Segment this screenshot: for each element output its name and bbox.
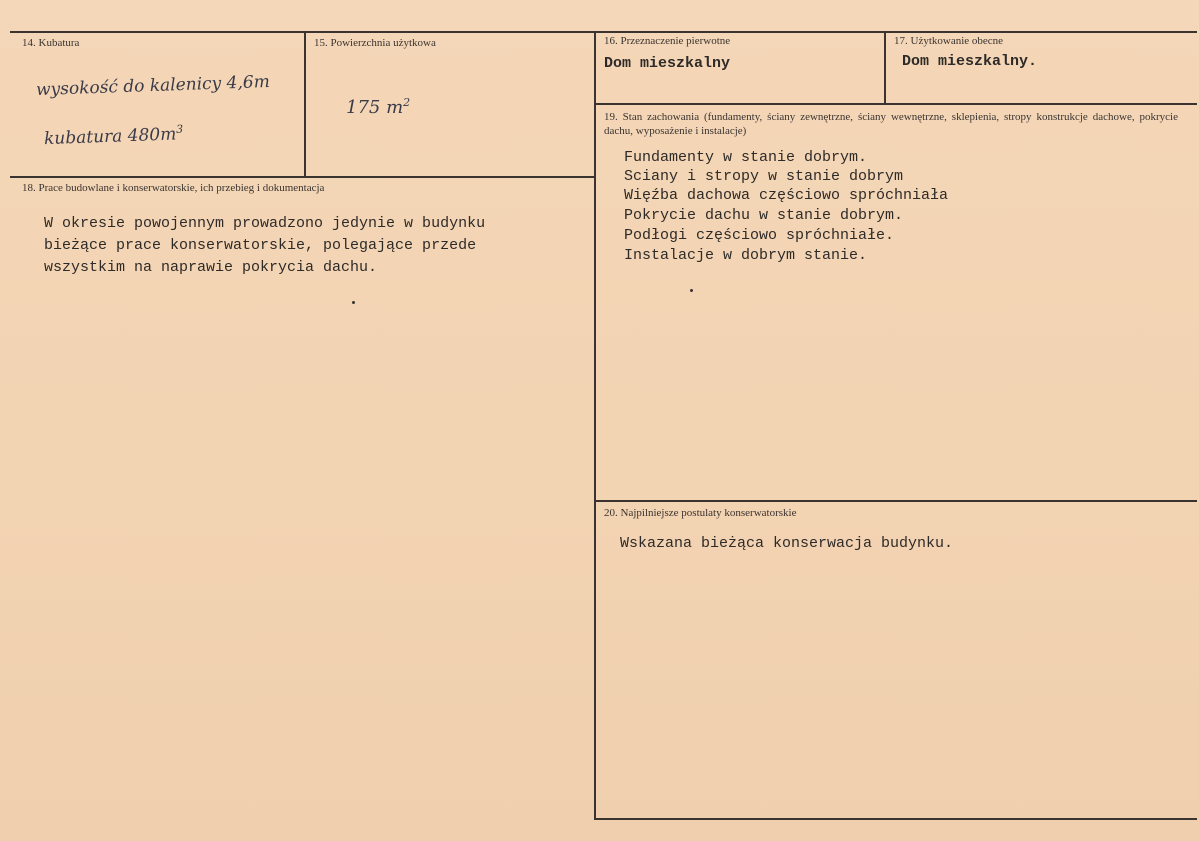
field-17-value: Dom mieszkalny. xyxy=(902,53,1038,70)
field-18-line: bieżące prace konserwatorskie, polegające przede xyxy=(44,237,477,254)
field-19-label: 19. Stan zachowania (fundamenty, ściany zewnętrzne, ściany wewnętrzne, sklepienia, stropy konstrukcje dachowe, pokrycie dachu, wyposażenie i instalacje) xyxy=(604,111,1178,137)
field-19-line: Instalacje w dobrym stanie. xyxy=(624,247,868,264)
field-15-value: 175 $m^2$ xyxy=(346,96,411,118)
divider-19-20 xyxy=(594,500,1197,502)
field-18-line: wszystkim na naprawie pokrycia dachu. xyxy=(44,259,378,276)
field-19-line: Pokrycie dachu w stanie dobrym. xyxy=(624,207,904,224)
field-14-label: 14. Kubatura xyxy=(22,37,80,49)
field-14-volume-value: kubatura $480m^3$ xyxy=(43,122,184,150)
divider-top-left xyxy=(10,176,595,178)
field-18-line: W okresie powojennym prowadzono jedynie w budynku xyxy=(44,215,486,232)
field-14-height-value: wysokość do kalenicy 4,6m xyxy=(35,71,271,101)
field-19-line: Więźba dachowa częściowo spróchniała xyxy=(624,187,949,204)
field-17-label: 17. Użytkowanie obecne xyxy=(894,35,1004,47)
field-19-line: Sciany i stropy w stanie dobrym xyxy=(624,168,904,185)
field-20-label: 20. Najpilniejsze postulaty konserwatorskie xyxy=(604,507,797,519)
field-19-line: Podłogi częściowo spróchniałe. xyxy=(624,227,895,244)
field-15-label: 15. Powierzchnia użytkowa xyxy=(314,37,436,49)
bottom-border xyxy=(594,818,1197,820)
divider-16-17 xyxy=(884,31,886,103)
field-16-label: 16. Przeznaczenie pierwotne xyxy=(604,35,731,47)
center-divider xyxy=(594,31,596,818)
stray-mark xyxy=(690,289,693,292)
divider-14-15 xyxy=(304,31,306,176)
field-19-line: Fundamenty w stanie dobrym. xyxy=(624,149,868,166)
divider-top-right xyxy=(594,103,1197,105)
field-20-value: Wskazana bieżąca konserwacja budynku. xyxy=(620,535,954,552)
stray-mark xyxy=(352,301,355,304)
top-border xyxy=(10,31,1197,33)
field-18-label: 18. Prace budowlane i konserwatorskie, ich przebieg i dokumentacja xyxy=(22,182,325,194)
field-16-value: Dom mieszkalny xyxy=(604,55,731,72)
